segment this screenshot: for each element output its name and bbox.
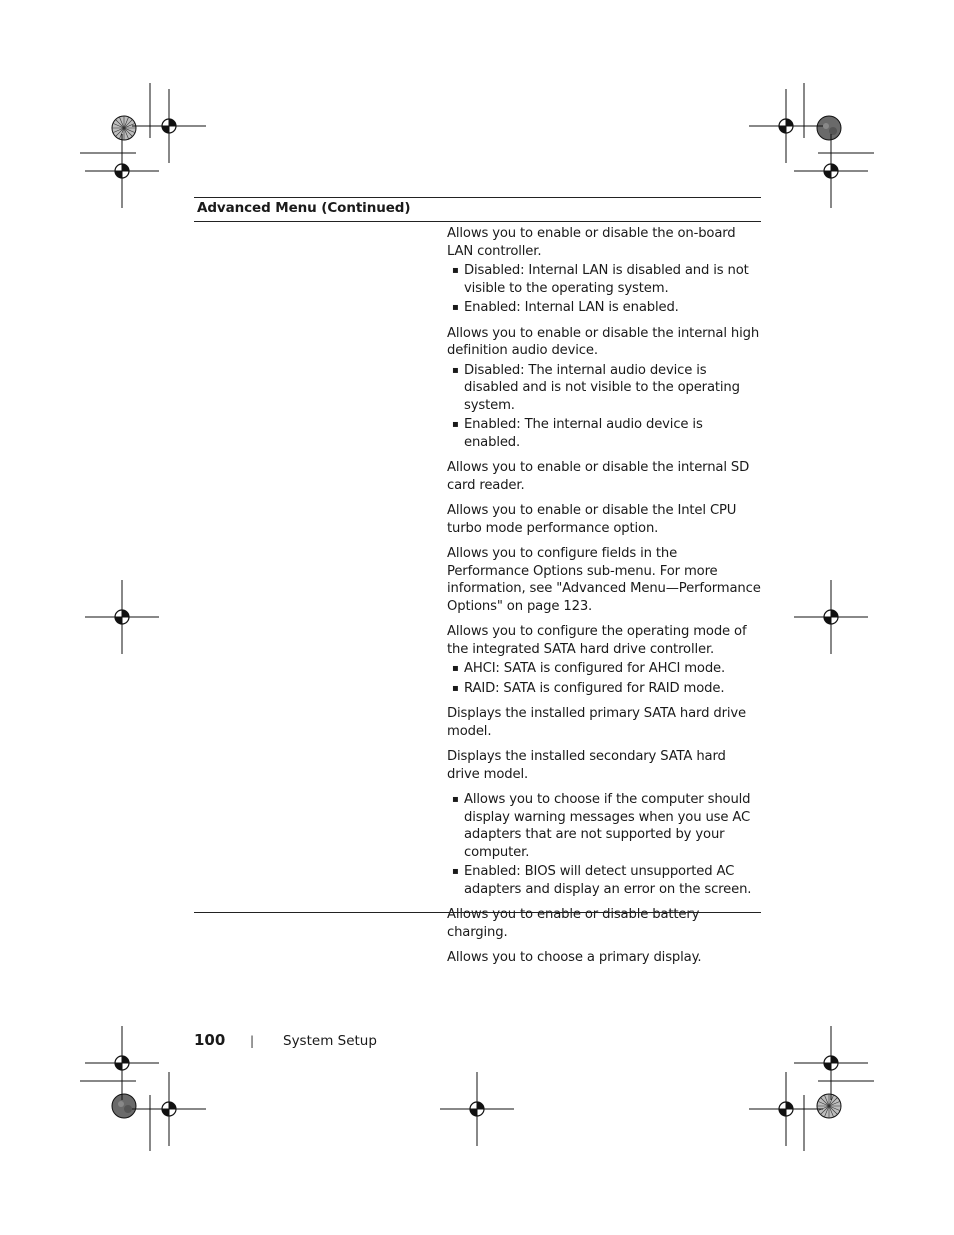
table-row xyxy=(447,545,762,615)
option-list xyxy=(447,262,762,317)
option-item: ▪ AHCI: SATA is configured for AHCI mode. xyxy=(447,660,762,678)
page-number: 100 xyxy=(194,1031,226,1049)
row-description: Allows you to configure fields in the Performance Options sub-menu. For more information, see "Advanced Menu—Performance Options" on page 123. xyxy=(447,546,761,614)
row-description: Allows you to enable or disable battery charging. xyxy=(447,907,700,940)
table-row xyxy=(447,623,762,697)
row-description: Allows you to enable or disable the Intel CPU turbo mode performance option. xyxy=(447,503,737,536)
table-bottom-rule xyxy=(194,912,761,913)
option-item: ▪ Allows you to choose if the computer should display warning messages when you use AC adapters that are not supported by your computer. xyxy=(447,791,762,861)
option-item: ▪ Disabled: Internal LAN is disabled and is not visible to the operating system. xyxy=(447,262,762,297)
table-top-rule xyxy=(194,197,761,198)
table-row xyxy=(447,459,762,494)
option-list xyxy=(447,791,762,898)
table-row xyxy=(447,748,762,783)
option-item: ▪ Enabled: Internal LAN is enabled. xyxy=(447,299,762,317)
table-header: Advanced Menu (Continued) xyxy=(197,200,411,216)
option-item: ▪ Disabled: The internal audio device is disabled and is not visible to the operating system. xyxy=(447,362,762,415)
table-row xyxy=(447,502,762,537)
row-description: Allows you to enable or disable the internal high definition audio device. xyxy=(447,325,760,358)
footer-section-title: System Setup xyxy=(283,1033,377,1049)
table-row xyxy=(447,325,762,452)
row-description: Displays the installed secondary SATA hard drive model. xyxy=(447,749,726,782)
footer-separator: | xyxy=(250,1034,255,1048)
table-description-column xyxy=(447,225,762,975)
row-description: Allows you to enable or disable the internal SD card reader. xyxy=(447,460,750,493)
row-description: Displays the installed primary SATA hard drive model. xyxy=(447,706,746,739)
option-list xyxy=(447,660,762,697)
option-item: ▪ Enabled: BIOS will detect unsupported AC adapters and display an error on the screen. xyxy=(447,863,762,898)
option-item: ▪ Enabled: The internal audio device is enabled. xyxy=(447,416,762,451)
table-header-rule xyxy=(194,221,761,222)
row-description: Allows you to configure the operating mode of the integrated SATA hard drive controller. xyxy=(447,624,747,657)
option-list xyxy=(447,362,762,452)
table-row xyxy=(447,949,762,967)
row-description: Allows you to choose a primary display. xyxy=(447,950,702,965)
option-item: ▪ RAID: SATA is configured for RAID mode. xyxy=(447,680,762,698)
row-description: Allows you to enable or disable the on-board LAN controller. xyxy=(447,226,736,259)
table-row xyxy=(447,705,762,740)
table-row xyxy=(447,791,762,898)
table-row xyxy=(447,225,762,317)
